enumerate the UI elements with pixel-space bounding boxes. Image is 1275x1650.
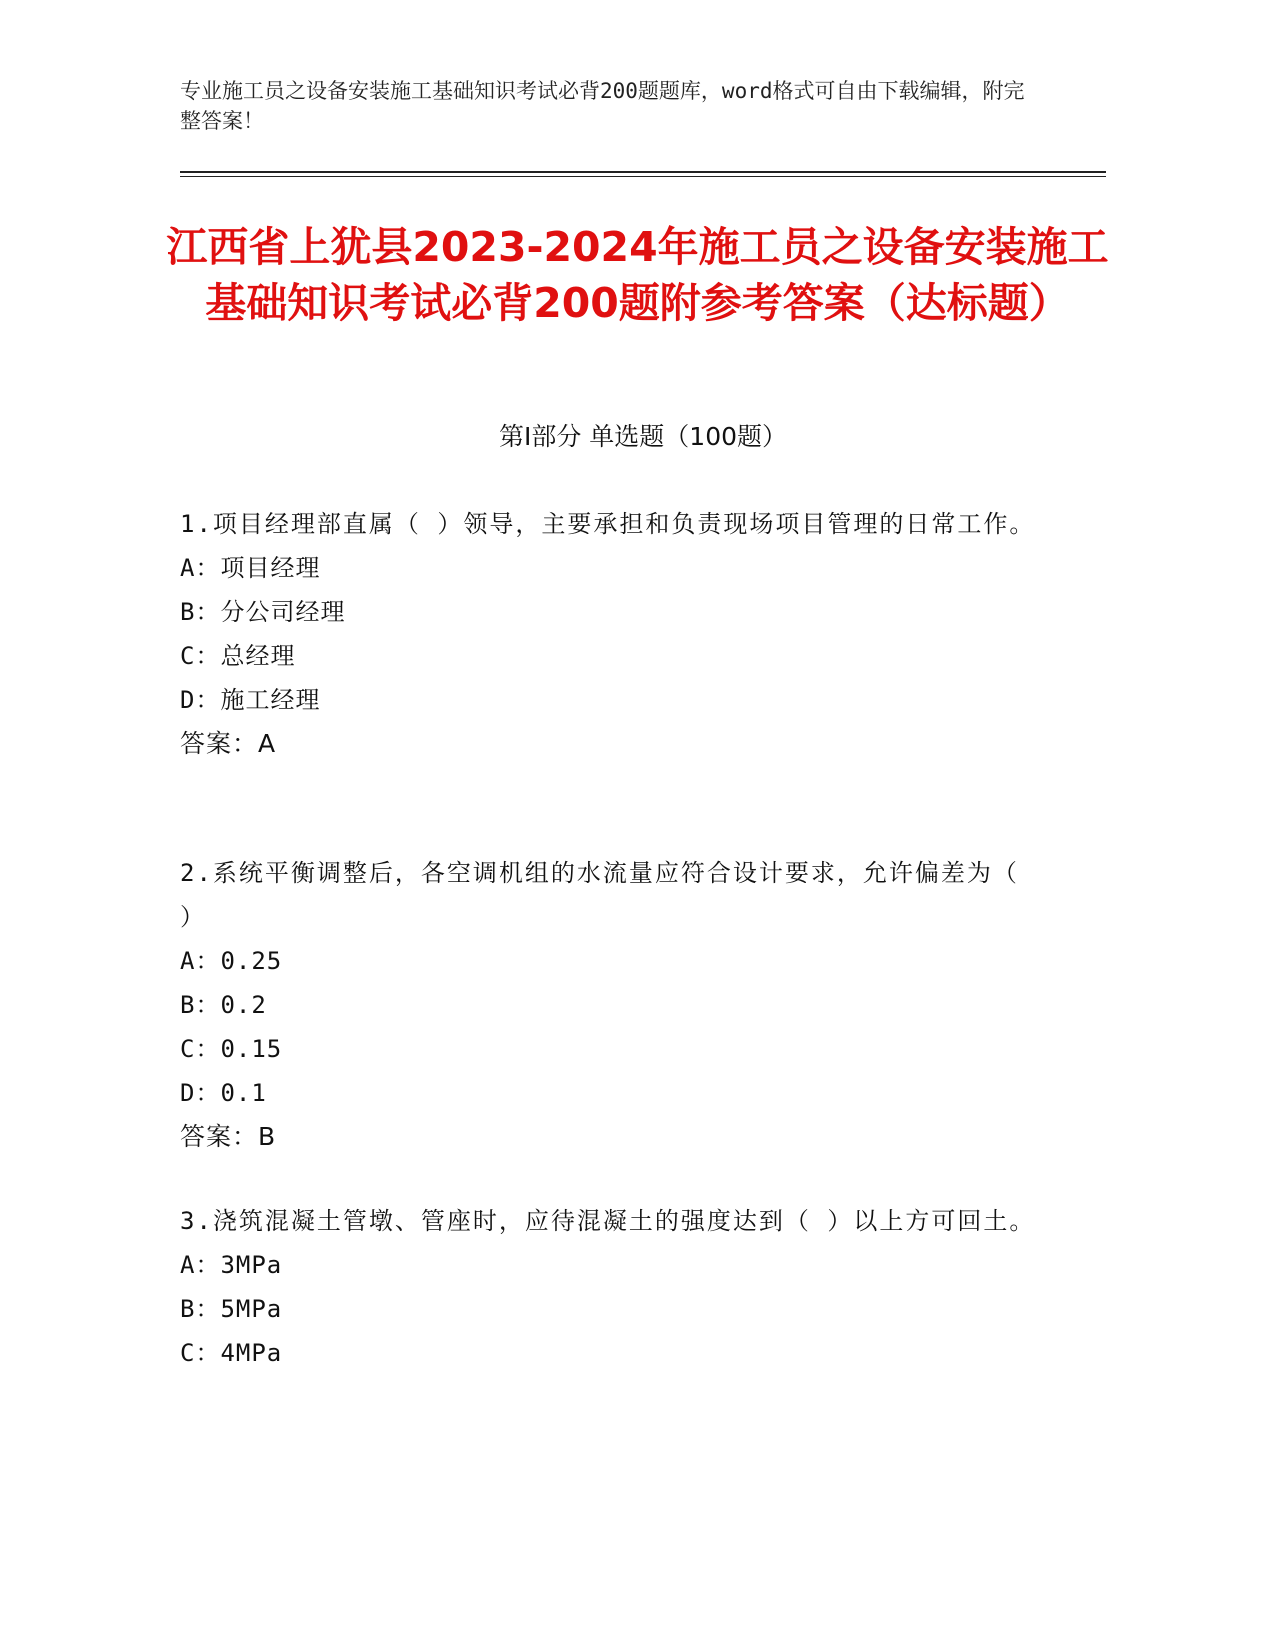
- option-c: C：4MPa: [180, 1339, 283, 1367]
- document-title: 江西省上犹县2023-2024年施工员之设备安装施工基础知识考试必背200题附参考答案（达标题）: [166, 223, 1109, 327]
- header-divider-thin: [180, 176, 1106, 177]
- section-title: 第Ⅰ部分 单选题（100题）: [498, 422, 788, 451]
- question-2: [180, 851, 1040, 1159]
- option-c: C：总经理: [180, 642, 296, 670]
- option-d: D：0.1: [180, 1079, 267, 1107]
- header-note: 专业施工员之设备安装施工基础知识考试必背200题题库，word格式可自由下载编辑，附完整答案！: [180, 79, 1025, 133]
- question-1: [180, 502, 1040, 766]
- question-stem: 2.系统平衡调整后，各空调机组的水流量应符合设计要求，允许偏差为（ ）: [180, 859, 1019, 931]
- option-b: B：0.2: [180, 991, 267, 1019]
- option-b: B：5MPa: [180, 1295, 283, 1323]
- option-a: A：3MPa: [180, 1251, 283, 1279]
- question-3: [180, 1199, 1040, 1375]
- answer: 答案：B: [180, 1122, 277, 1151]
- option-a: A：项目经理: [180, 554, 321, 582]
- option-d: D：施工经理: [180, 686, 321, 714]
- option-c: C：0.15: [180, 1035, 283, 1063]
- option-b: B：分公司经理: [180, 598, 346, 626]
- answer: 答案：A: [180, 729, 277, 758]
- header-divider-thick: [180, 171, 1106, 173]
- option-a: A：0.25: [180, 947, 283, 975]
- question-stem: 1.项目经理部直属（ ）领导，主要承担和负责现场项目管理的日常工作。: [180, 510, 1036, 538]
- question-stem: 3.浇筑混凝土管墩、管座时，应待混凝土的强度达到（ ）以上方可回土。: [180, 1207, 1036, 1235]
